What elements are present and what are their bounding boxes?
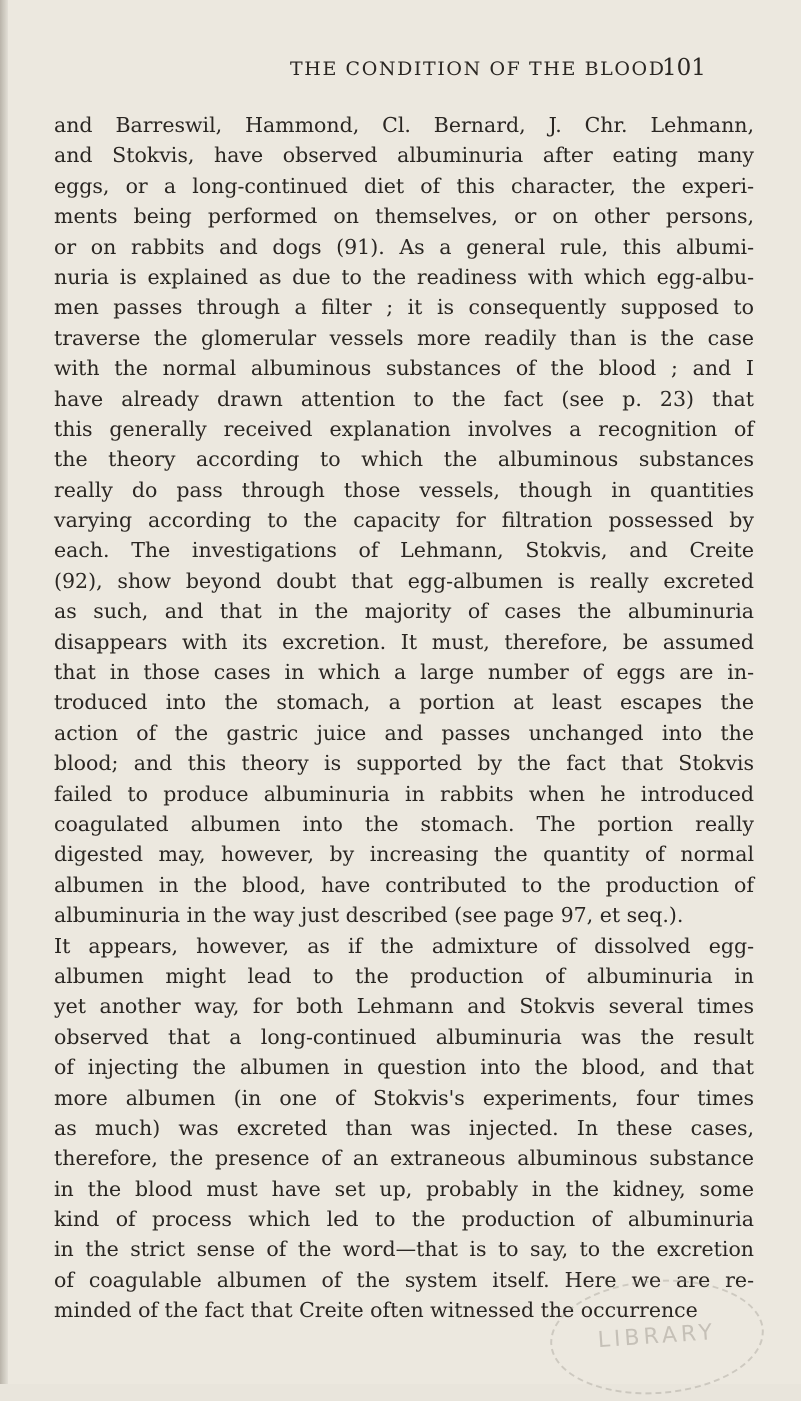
- text-line-5: or on rabbits and dogs (91). As a general rule, this albumi-: [54, 234, 754, 259]
- running-head: [0, 55, 801, 88]
- text-line-7: men passes through a filter ; it is consequently supposed to: [54, 295, 754, 320]
- running-title: THE CONDITION OF THE BLOOD.: [290, 58, 673, 80]
- text-line-35: therefore, the presence of an extraneous albuminous substance: [54, 1146, 754, 1171]
- text-line-9: with the normal albuminous substances of the blood ; and I: [54, 356, 754, 381]
- text-line-37: kind of process which led to the production of albuminuria: [54, 1207, 754, 1232]
- library-stamp: LIBRARY: [546, 1273, 767, 1401]
- text-line-30: yet another way, for both Lehmann and Stokvis several times: [54, 994, 754, 1019]
- text-line-23: failed to produce albuminuria in rabbits when he introduced: [54, 781, 754, 806]
- text-line-22: blood; and this theory is supported by the fact that Stokvis: [54, 751, 754, 776]
- text-line-12: the theory according to which the albuminous substances: [54, 447, 754, 472]
- text-line-2: and Stokvis, have observed albuminuria after eating many: [54, 143, 754, 168]
- page-number: 101: [662, 55, 706, 81]
- body-text: [54, 110, 754, 1326]
- text-line-10: have already drawn attention to the fact (see p. 23) that: [54, 386, 754, 411]
- text-line-29: albumen might lead to the production of albuminuria in: [54, 963, 754, 988]
- text-line-31: observed that a long-continued albuminuria was the result: [54, 1024, 754, 1049]
- text-line-40: minded of the fact that Creite often witnessed the occurrence: [54, 1298, 698, 1323]
- text-line-3: eggs, or a long-continued diet of this character, the experi-: [54, 173, 754, 198]
- text-line-34: as much) was excreted than was injected. In these cases,: [54, 1115, 754, 1140]
- text-line-28: It appears, however, as if the admixture of dissolved egg-: [54, 933, 754, 958]
- text-line-19: that in those cases in which a large number of eggs are in-: [54, 660, 754, 685]
- text-line-11: this generally received explanation involves a recognition of: [54, 416, 754, 441]
- text-line-14: varying according to the capacity for filtration possessed by: [54, 508, 754, 533]
- text-line-8: traverse the glomerular vessels more readily than is the case: [54, 325, 754, 350]
- text-line-32: of injecting the albumen in question into the blood, and that: [54, 1055, 754, 1080]
- page-gutter-shadow: [0, 0, 8, 1384]
- text-line-36: in the blood must have set up, probably in the kidney, some: [54, 1176, 754, 1201]
- text-line-27: albuminuria in the way just described (see page 97, et seq.).: [54, 903, 684, 928]
- text-line-33: more albumen (in one of Stokvis's experiments, four times: [54, 1085, 754, 1110]
- text-line-39: of coagulable albumen of the system itself. Here we are re-: [54, 1267, 754, 1292]
- text-line-1: and Barreswil, Hammond, Cl. Bernard, J. Chr. Lehmann,: [54, 113, 754, 137]
- text-line-4: ments being performed on themselves, or on other persons,: [54, 204, 754, 229]
- text-line-15: each. The investigations of Lehmann, Stokvis, and Creite: [54, 538, 754, 563]
- text-line-20: troduced into the stomach, a portion at least escapes the: [54, 690, 754, 715]
- text-line-25: digested may, however, by increasing the quantity of normal: [54, 842, 754, 867]
- text-line-18: disappears with its excretion. It must, therefore, be assumed: [54, 629, 754, 654]
- text-line-17: as such, and that in the majority of cases the albuminuria: [54, 599, 754, 624]
- text-line-16: (92), show beyond doubt that egg-albumen is really excreted: [54, 568, 754, 593]
- text-line-21: action of the gastric juice and passes unchanged into the: [54, 720, 754, 745]
- text-line-38: in the strict sense of the word—that is to say, to the excretion: [54, 1237, 754, 1262]
- text-line-24: coagulated albumen into the stomach. The portion really: [54, 811, 754, 836]
- text-line-26: albumen in the blood, have contributed to the production of: [54, 872, 754, 897]
- text-line-13: really do pass through those vessels, though in quantities: [54, 477, 754, 502]
- text-line-6: nuria is explained as due to the readiness with which egg-albu-: [54, 264, 754, 289]
